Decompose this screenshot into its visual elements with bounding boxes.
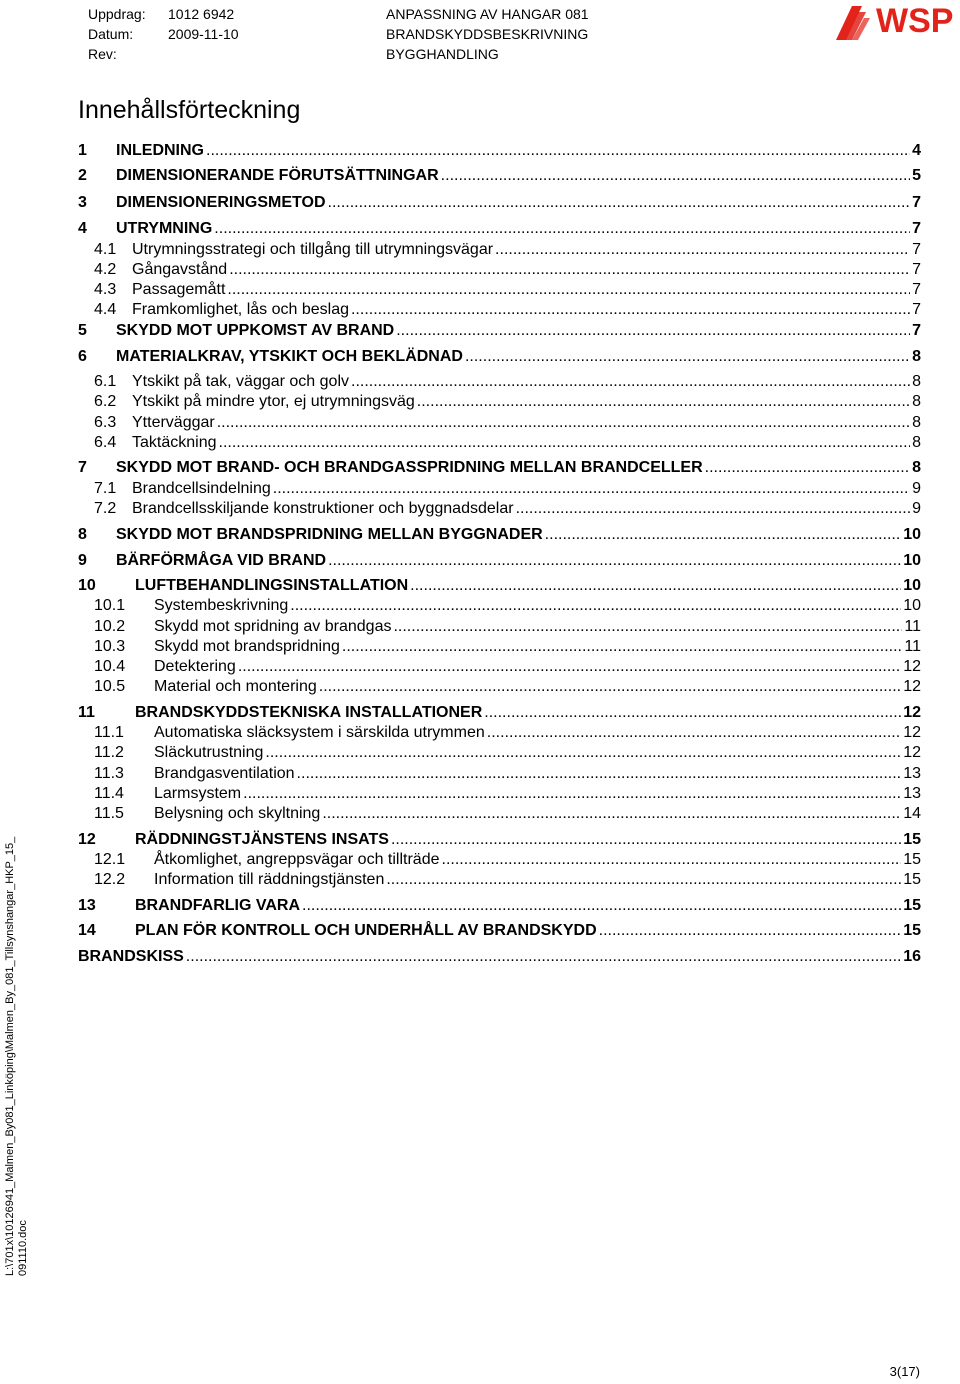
- toc-entry-page: 12: [903, 744, 921, 761]
- toc-entry-leader: [322, 804, 901, 824]
- toc-entry-number: 10.4: [94, 658, 126, 675]
- toc-entry-page: 13: [903, 785, 921, 802]
- toc-entry-leader: [297, 764, 902, 784]
- toc-entry-title: BRANDFARLIG VARA: [135, 897, 301, 914]
- toc-entry-leader: [319, 677, 901, 697]
- toc-entry-number: 4.1: [94, 241, 117, 258]
- toc-entry-number: 10.3: [94, 638, 126, 655]
- toc-entry-page: 11: [904, 618, 921, 635]
- toc-entry-title: SKYDD MOT UPPKOMST AV BRAND: [116, 322, 395, 339]
- toc-entry: [78, 551, 921, 571]
- toc-entry-leader: [386, 870, 901, 890]
- toc-entry-title: Gångavstånd: [132, 261, 228, 278]
- wsp-logo: [836, 0, 960, 40]
- toc-entry-title: Skydd mot brandspridning: [154, 638, 340, 655]
- toc-entry: [78, 193, 921, 213]
- header-phase: BYGGHANDLING: [386, 46, 499, 62]
- toc-entry-number: 11.2: [94, 744, 124, 761]
- toc-entry-number: 11.3: [94, 765, 124, 782]
- toc-entry-title: PLAN FÖR KONTROLL OCH UNDERHÅLL AV BRANDSKYDD: [135, 922, 597, 939]
- toc-entry-page: 7: [912, 220, 921, 237]
- document-header-title: [386, 4, 589, 64]
- toc-entry-title: UTRYMNING: [116, 220, 213, 237]
- toc-entry-title: Ytskikt på tak, väggar och golv: [132, 373, 349, 390]
- toc-entry: [78, 576, 921, 596]
- toc-entry-page: 15: [903, 871, 921, 888]
- toc-entry-page: 15: [903, 922, 921, 939]
- toc-entry-leader: [302, 896, 901, 916]
- toc-entry-title: Ytterväggar: [132, 414, 215, 431]
- toc-entry-page: 4: [912, 142, 921, 159]
- toc-entry-title: INLEDNING: [116, 142, 204, 159]
- toc-entry: [78, 321, 921, 341]
- toc-entry: [78, 141, 921, 161]
- toc-entry-title: LUFTBEHANDLINGSINSTALLATION: [135, 577, 409, 594]
- toc-entry-page: 8: [912, 373, 921, 390]
- toc-entry: [78, 947, 921, 967]
- toc-entry-leader: [545, 525, 902, 545]
- toc-entry-page: 7: [912, 241, 921, 258]
- file-path-line1: L:\701x\10126941_Malmen_By081_Linköping\Malmen_By_081_Tillsynshangar_HKP_15_: [4, 836, 16, 1276]
- wsp-logo-text: WSP: [876, 2, 954, 40]
- toc-entry-leader: [290, 596, 901, 616]
- toc-entry-title: Belysning och skyltning: [154, 805, 321, 822]
- toc-entry: [78, 300, 921, 320]
- toc-entry: [78, 921, 921, 941]
- toc-entry-leader: [243, 784, 901, 804]
- toc-entry: [78, 458, 921, 478]
- toc-entry-number: 1: [78, 142, 87, 159]
- toc-entry-number: 8: [78, 526, 87, 543]
- toc-entry-title: Brandcellsindelning: [132, 480, 271, 497]
- toc-entry-leader: [206, 141, 910, 161]
- toc-entry-page: 15: [903, 831, 921, 848]
- datum-label: Datum:: [88, 26, 134, 42]
- toc-entry: [78, 525, 921, 545]
- toc-entry-page: 15: [903, 897, 921, 914]
- toc-entry-leader: [219, 433, 911, 453]
- toc-entry-number: 6.4: [94, 434, 117, 451]
- uppdrag-value: 1012 6942: [168, 6, 235, 22]
- toc-entry-number: 12.1: [94, 851, 126, 868]
- toc-entry: [78, 219, 921, 239]
- file-path-line2: 091110.doc: [17, 1220, 29, 1276]
- toc-entry-leader: [342, 637, 903, 657]
- toc-entry-title: DIMENSIONERINGSMETOD: [116, 194, 326, 211]
- toc-entry: [78, 479, 921, 499]
- toc-entry-title: Passagemått: [132, 281, 226, 298]
- toc-entry-page: 12: [903, 658, 921, 675]
- toc-entry-title: RÄDDNINGSTJÄNSTENS INSATS: [135, 831, 389, 848]
- toc-entry-title: Material och montering: [154, 678, 317, 695]
- toc-entry-page: 10: [903, 552, 921, 569]
- toc-entry: [78, 870, 921, 890]
- toc-entry-leader: [265, 743, 901, 763]
- toc-entry-page: 11: [904, 638, 921, 655]
- toc-entry-page: 12: [903, 678, 921, 695]
- toc-entry-title: Taktäckning: [132, 434, 217, 451]
- toc-entry-leader: [396, 321, 910, 341]
- toc-entry-number: 7.1: [94, 480, 117, 497]
- header-doctype: BRANDSKYDDSBESKRIVNING: [386, 26, 589, 42]
- toc-entry-page: 13: [903, 765, 921, 782]
- toc-entry-number: 4: [78, 220, 87, 237]
- page-number: 3(17): [889, 1364, 920, 1379]
- uppdrag-label: Uppdrag:: [88, 6, 146, 22]
- toc-entry-number: 11.1: [94, 724, 124, 741]
- toc-entry-leader: [410, 576, 901, 596]
- toc-entry-number: 7.2: [94, 500, 117, 517]
- toc-entry-title: BÄRFÖRMÅGA VID BRAND: [116, 552, 327, 569]
- toc-entry-title: SKYDD MOT BRANDSPRIDNING MELLAN BYGGNADER: [116, 526, 543, 543]
- toc-entry: [78, 723, 921, 743]
- toc-entry-leader: [516, 499, 911, 519]
- page-title: Innehållsförteckning: [78, 96, 301, 124]
- toc-entry-number: 5: [78, 322, 87, 339]
- toc-entry-number: 6.1: [94, 373, 117, 390]
- toc-entry: [78, 703, 921, 723]
- toc-entry: [78, 830, 921, 850]
- toc-entry: [78, 372, 921, 392]
- toc-entry-leader: [705, 458, 910, 478]
- toc-entry: [78, 499, 921, 519]
- toc-entry-leader: [417, 392, 910, 412]
- toc-entry-page: 8: [912, 393, 921, 410]
- toc-entry-page: 8: [912, 434, 921, 451]
- toc-entry-leader: [599, 921, 902, 941]
- toc-entry-leader: [393, 617, 902, 637]
- toc-entry-title: Ytskikt på mindre ytor, ej utrymningsväg: [132, 393, 415, 410]
- toc-entry-number: 6.2: [94, 393, 117, 410]
- toc-entry-leader: [186, 947, 901, 967]
- toc-entry: [78, 617, 921, 637]
- toc-entry: [78, 433, 921, 453]
- toc-entry-page: 12: [903, 704, 921, 721]
- toc-entry-number: 14: [78, 922, 96, 939]
- toc-entry-page: 8: [912, 414, 921, 431]
- toc-entry-number: 10.2: [94, 618, 126, 635]
- toc-entry: [78, 392, 921, 412]
- toc-entry-page: 8: [912, 348, 921, 365]
- toc-entry-leader: [238, 657, 901, 677]
- file-path: [4, 837, 30, 1276]
- toc-entry-leader: [391, 830, 901, 850]
- toc-entry-leader: [214, 219, 910, 239]
- toc-entry: [78, 804, 921, 824]
- toc-entry-title: SKYDD MOT BRAND- OCH BRANDGASSPRIDNING MELLAN BRANDCELLER: [116, 459, 703, 476]
- toc-entry-title: Framkomlighet, lås och beslag: [132, 301, 349, 318]
- toc-entry-number: 11.4: [94, 785, 124, 802]
- toc-entry: [78, 743, 921, 763]
- toc-entry-number: 7: [78, 459, 87, 476]
- toc-entry: [78, 764, 921, 784]
- toc-entry: [78, 850, 921, 870]
- toc-entry-leader: [217, 413, 910, 433]
- wsp-logo-mark: [836, 6, 870, 40]
- toc-entry-title: MATERIALKRAV, YTSKIKT OCH BEKLÄDNAD: [116, 348, 463, 365]
- toc-entry-number: 9: [78, 552, 87, 569]
- toc-entry-title: Larmsystem: [154, 785, 242, 802]
- toc-entry-leader: [351, 300, 910, 320]
- toc-entry: [78, 413, 921, 433]
- toc-entry: [78, 240, 921, 260]
- datum-value: 2009-11-10: [168, 26, 239, 42]
- toc-entry-leader: [442, 850, 902, 870]
- toc-entry-title: Detektering: [154, 658, 236, 675]
- toc-entry-number: 4.4: [94, 301, 117, 318]
- toc-entry-title: BRANDSKISS: [78, 948, 184, 965]
- toc-entry: [78, 347, 921, 367]
- toc-entry-number: 11.5: [94, 805, 124, 822]
- rev-label: Rev:: [88, 46, 117, 62]
- toc-entry-number: 4.3: [94, 281, 117, 298]
- toc-entry-number: 6.3: [94, 414, 117, 431]
- toc-entry-number: 13: [78, 897, 96, 914]
- toc-entry-title: Skydd mot spridning av brandgas: [154, 618, 392, 635]
- toc-entry-page: 10: [903, 526, 921, 543]
- toc-entry-title: DIMENSIONERANDE FÖRUTSÄTTNINGAR: [116, 167, 439, 184]
- toc-entry-title: Åtkomlighet, angreppsvägar och tillträde: [154, 851, 440, 868]
- toc-entry-number: 2: [78, 167, 87, 184]
- toc-entry-number: 11: [78, 704, 95, 721]
- toc-entry-page: 12: [903, 724, 921, 741]
- toc-entry: [78, 637, 921, 657]
- toc-entry: [78, 166, 921, 186]
- toc-entry-title: Automatiska släcksystem i särskilda utrymmen: [154, 724, 485, 741]
- toc-entry-title: Brandcellsskiljande konstruktioner och byggnadsdelar: [132, 500, 514, 517]
- toc-entry-number: 4.2: [94, 261, 117, 278]
- header-project: ANPASSNING AV HANGAR 081: [386, 6, 589, 22]
- toc-entry-leader: [227, 280, 910, 300]
- toc-entry-title: Släckutrustning: [154, 744, 264, 761]
- toc-entry: [78, 677, 921, 697]
- toc-entry-leader: [441, 166, 910, 186]
- toc-entry-page: 7: [912, 281, 921, 298]
- toc-entry-leader: [465, 347, 910, 367]
- toc-entry-page: 7: [912, 194, 921, 211]
- toc-entry: [78, 784, 921, 804]
- toc-entry-title: Systembeskrivning: [154, 597, 289, 614]
- toc-entry-page: 14: [903, 805, 921, 822]
- toc-entry-page: 7: [912, 301, 921, 318]
- toc-entry-leader: [273, 479, 910, 499]
- toc-entry-number: 10: [78, 577, 96, 594]
- toc-entry-number: 3: [78, 194, 87, 211]
- toc-entry-number: 10.1: [94, 597, 126, 614]
- toc-entry-number: 12: [78, 831, 96, 848]
- document-header-meta: [88, 4, 239, 64]
- toc-entry-title: Brandgasventilation: [154, 765, 295, 782]
- toc-entry-page: 5: [912, 167, 921, 184]
- toc-entry-page: 10: [903, 597, 921, 614]
- toc-entry: [78, 260, 921, 280]
- toc-entry-number: 6: [78, 348, 87, 365]
- toc-entry-page: 9: [912, 500, 921, 517]
- toc-entry-leader: [484, 703, 901, 723]
- toc-entry-page: 15: [903, 851, 921, 868]
- toc-entry-leader: [495, 240, 910, 260]
- toc-entry: [78, 657, 921, 677]
- toc-entry-page: 8: [912, 459, 921, 476]
- toc-entry-page: 9: [912, 480, 921, 497]
- toc-entry-leader: [229, 260, 910, 280]
- toc-entry-leader: [328, 193, 911, 213]
- toc-entry: [78, 896, 921, 916]
- toc-entry-number: 12.2: [94, 871, 126, 888]
- toc-entry-page: 7: [912, 322, 921, 339]
- toc-entry-title: Information till räddningstjänsten: [154, 871, 385, 888]
- toc-entry-number: 10.5: [94, 678, 126, 695]
- toc-entry-leader: [328, 551, 901, 571]
- toc-entry-title: BRANDSKYDDSTEKNISKA INSTALLATIONER: [135, 704, 483, 721]
- toc-entry-page: 7: [912, 261, 921, 278]
- toc-entry-leader: [351, 372, 910, 392]
- toc-entry-page: 10: [903, 577, 921, 594]
- toc-entry: [78, 280, 921, 300]
- toc-entry-title: Utrymningsstrategi och tillgång till utrymningsvägar: [132, 241, 494, 258]
- toc-entry: [78, 596, 921, 616]
- toc-entry-page: 16: [903, 948, 921, 965]
- toc-entry-leader: [487, 723, 901, 743]
